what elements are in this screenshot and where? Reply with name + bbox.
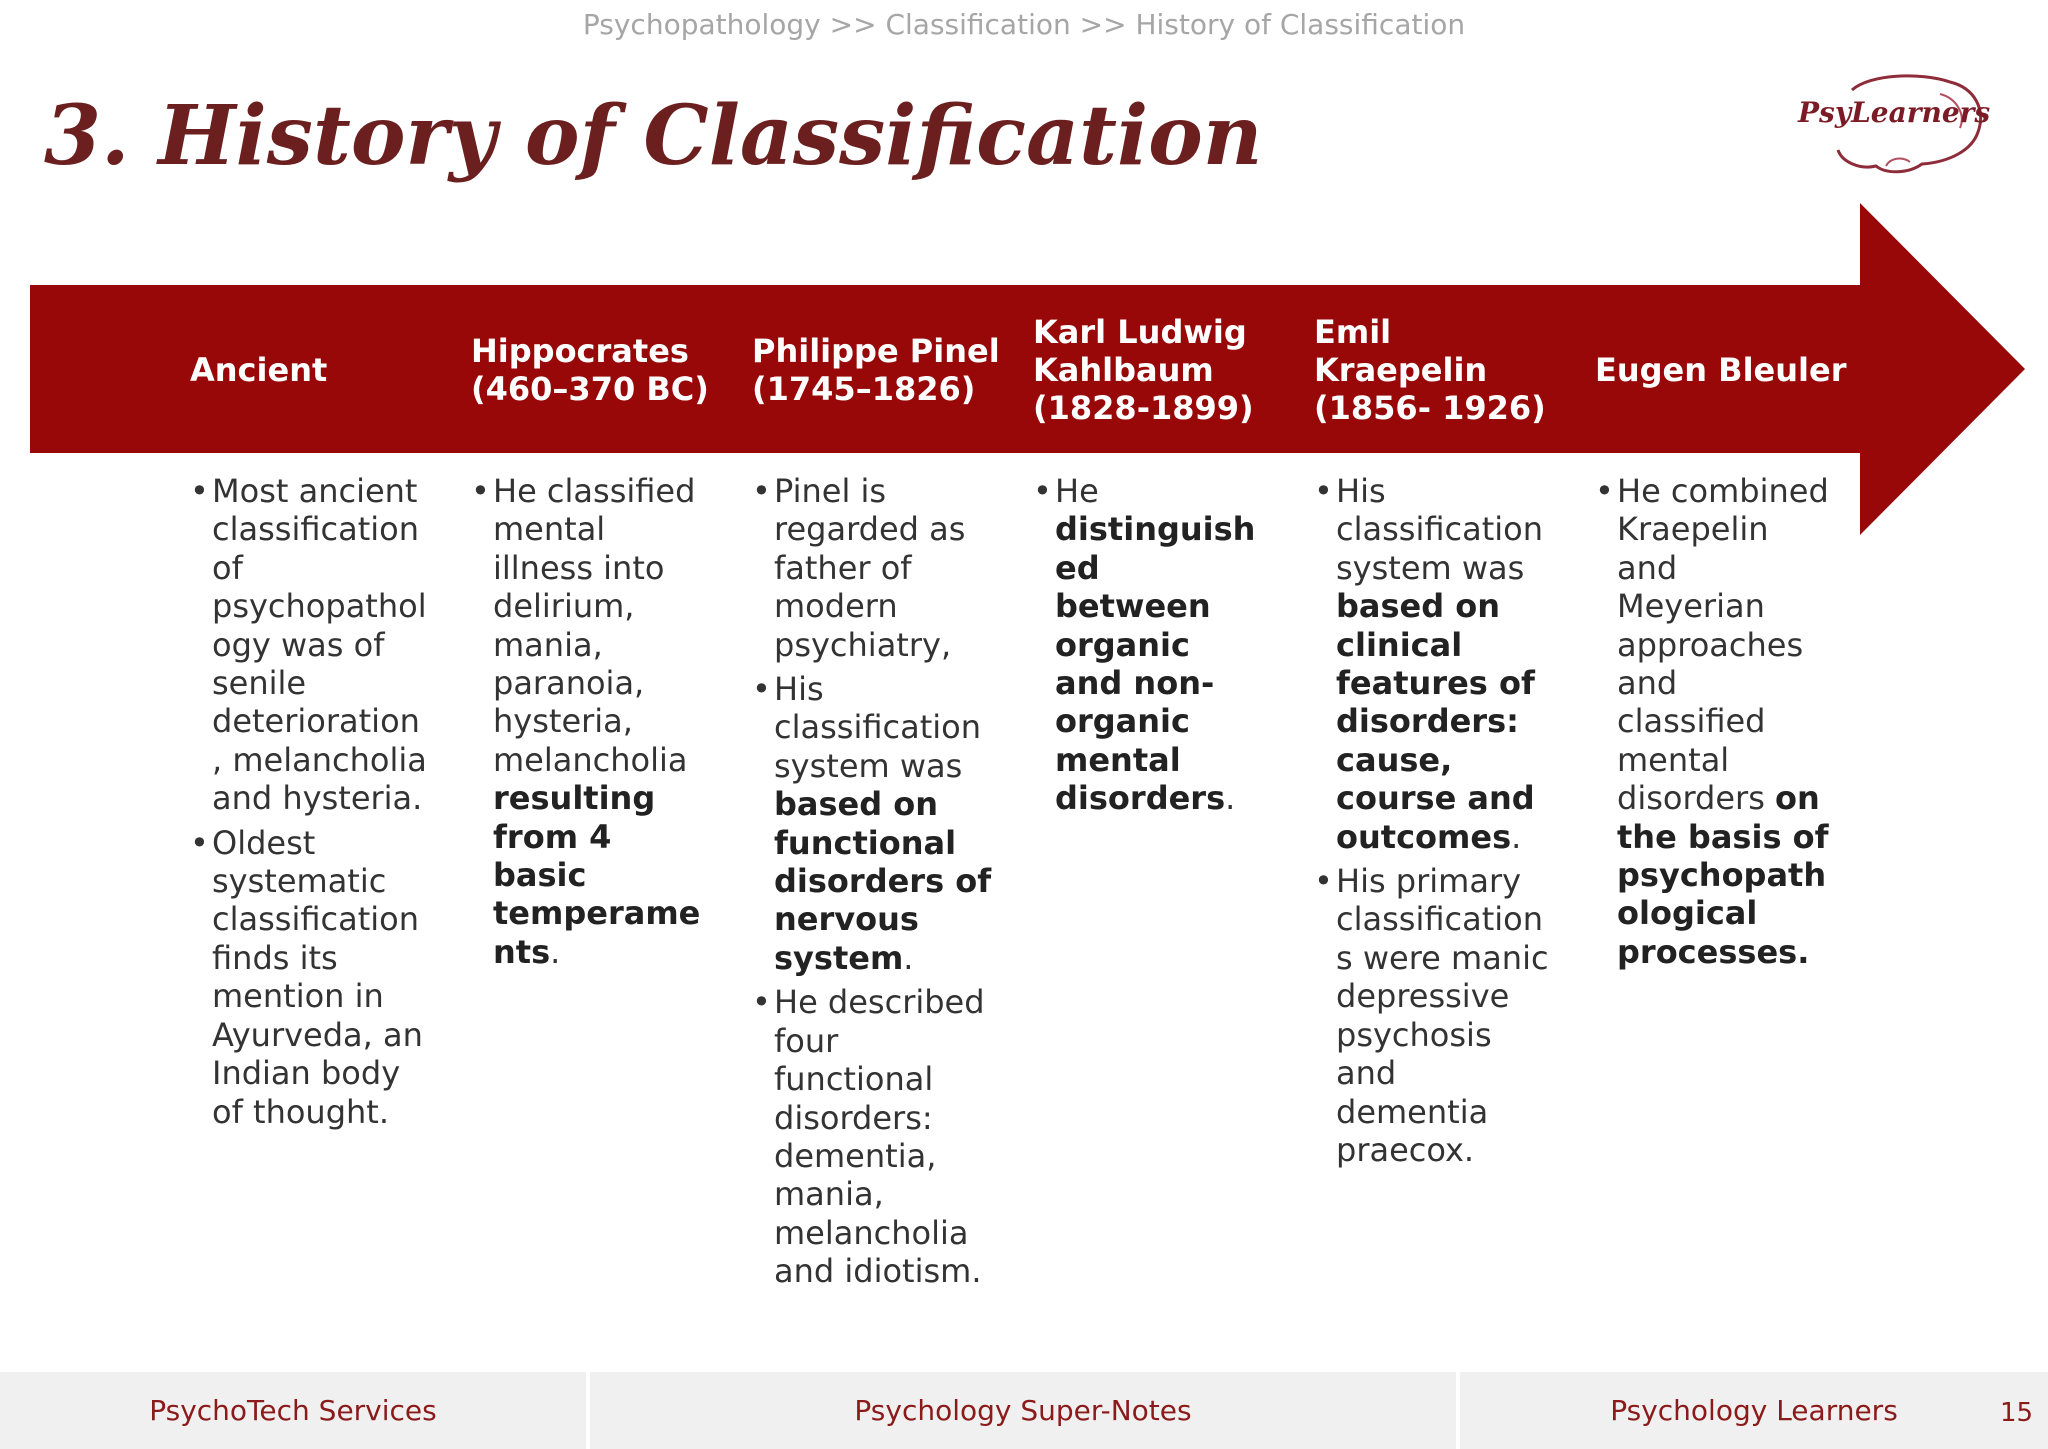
column-ancient: [190, 472, 430, 1137]
footer-right: Psychology Learners: [1460, 1372, 2048, 1449]
header-hippocrates: Hippocrates (460–370 BC): [471, 332, 709, 408]
header-kahlbaum: Karl Ludwig Kahlbaum (1828-1899): [1033, 313, 1254, 427]
breadcrumb: Psychopathology >> Classification >> History of Classification: [582, 8, 1466, 41]
footer-left: PsychoTech Services: [0, 1372, 586, 1449]
header-bleuler: Eugen Bleuler: [1595, 351, 1847, 389]
psylearners-logo: [1790, 70, 1990, 180]
bullet-item: • He described four functional disorders: dementia, mania, melancholia and idiotism.: [752, 983, 992, 1290]
bullet-item: • He distinguished between organic and non-organic mental disorders.: [1033, 472, 1263, 818]
page-title: 3. History of Classification: [44, 88, 1263, 184]
bullet-item: • His classification system was based on clinical features of disorders: cause, course and outcomes.: [1314, 472, 1554, 856]
bullet-item: • Pinel is regarded as father of modern psychiatry,: [752, 472, 992, 664]
header-ancient: Ancient: [190, 351, 328, 389]
header-pinel: Philippe Pinel (1745–1826): [752, 332, 1000, 408]
bullet-item: • He classified mental illness into delirium, mania, paranoia, hysteria, melancholia resulting from 4 basic temperaments.: [471, 472, 711, 971]
bullet-item: • Most ancient classification of psychopathology was of senile deterioration, melancholia and hysteria.: [190, 472, 430, 818]
column-bleuler: [1595, 472, 1835, 977]
header-kraepelin: Emil Kraepelin (1856- 1926): [1314, 313, 1546, 427]
bullet-item: • He combined Kraepelin and Meyerian approaches and classified mental disorders on the basis of psychopathological processes.: [1595, 472, 1835, 971]
footer-center: Psychology Super-Notes: [590, 1372, 1456, 1449]
bullet-item: • His classification system was based on functional disorders of nervous system.: [752, 670, 992, 977]
logo-text: PsyLearners: [1798, 96, 1991, 129]
bullet-item: • Oldest systematic classification finds its mention in Ayurveda, an Indian body of thought.: [190, 824, 430, 1131]
footer: [0, 1372, 2048, 1449]
column-hippocrates: [471, 472, 711, 977]
column-kahlbaum: [1033, 472, 1263, 824]
column-kraepelin: [1314, 472, 1554, 1175]
page-number: 15: [2000, 1398, 2034, 1428]
column-pinel: [752, 472, 992, 1297]
bullet-item: • His primary classifications were manic depressive psychosis and dementia praecox.: [1314, 862, 1554, 1169]
